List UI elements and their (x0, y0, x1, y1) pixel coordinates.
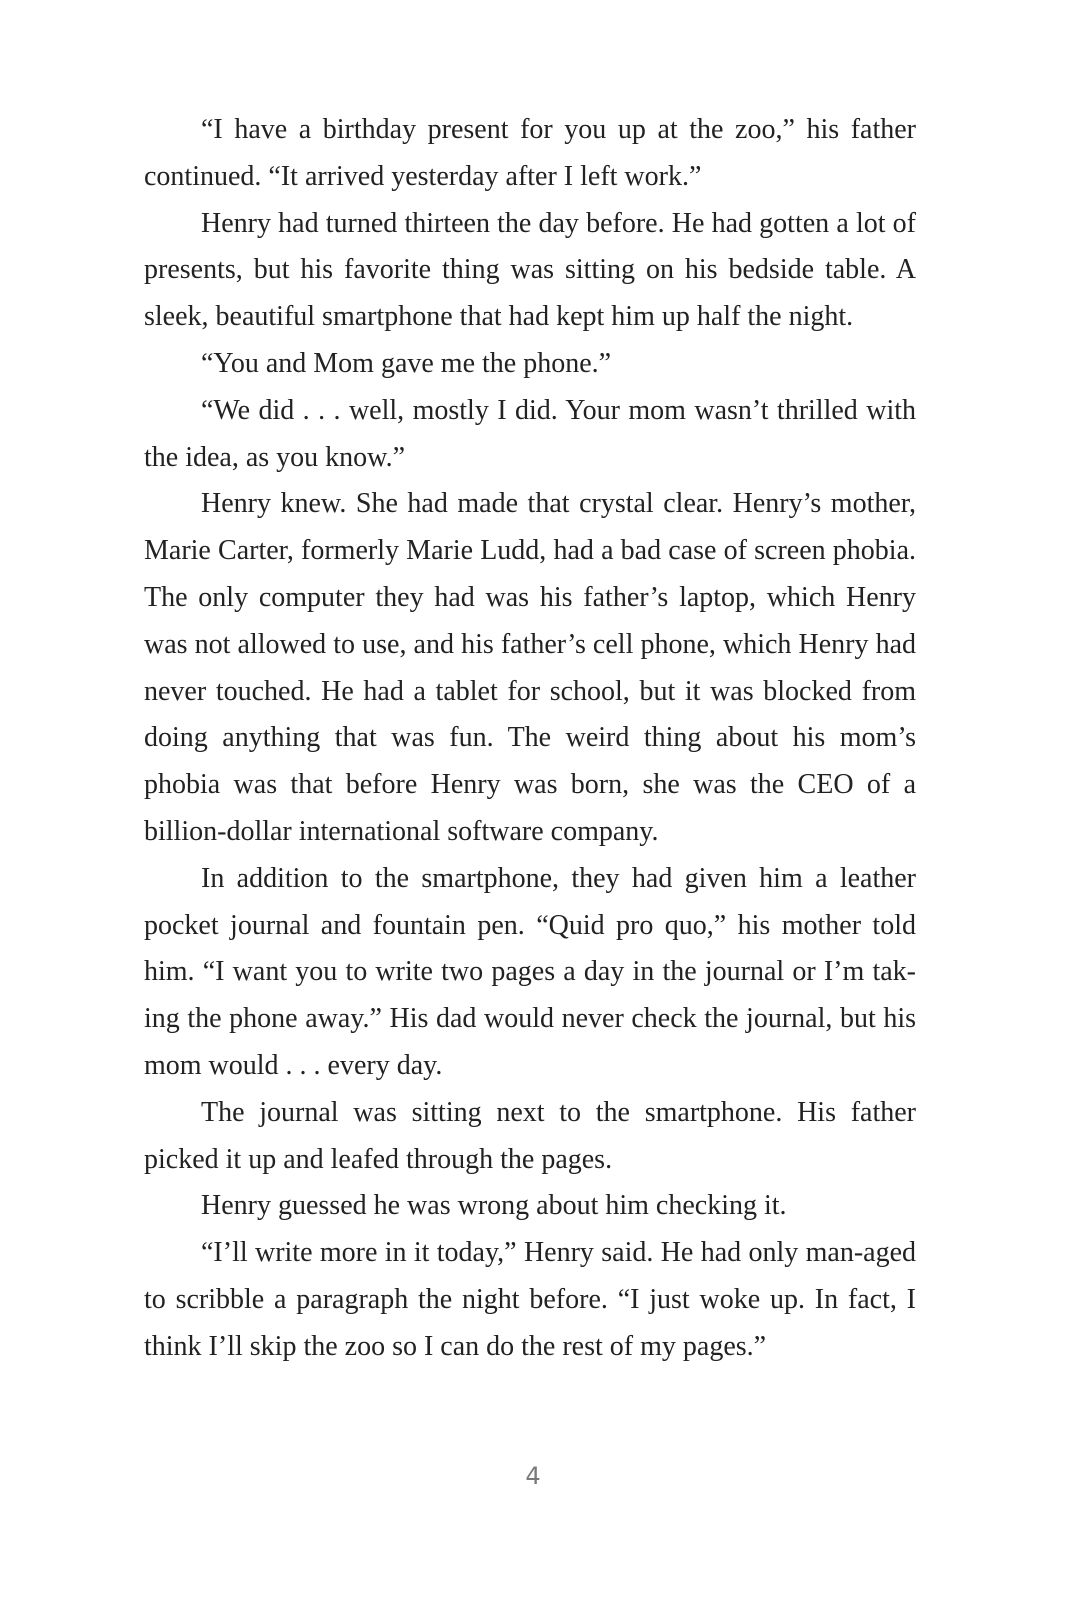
paragraph: “I have a birthday present for you up at the zoo,” his father continued. “It arrived yesterday after I left work.” (144, 114, 916, 192)
paragraph: In addition to the smartphone, they had given him a leather pocket journal and fountain pen. “Quid pro quo,” his mother told him. “I want you to write two pages a day in the journal or I’m tak-ing the phone away.” His dad would never check the journal, but his mom would . . . every day. (144, 862, 916, 1081)
paragraph: Henry guessed he was wrong about him checking it. (201, 1190, 787, 1222)
paragraph: Henry knew. She had made that crystal clear. Henry’s mother, Marie Carter, formerly Marie Ludd, had a bad case of screen phobia. The only computer they had was his father’s laptop, which Henry was not allowed to use, and his father’s cell phone, which Henry had never touched. He had a tablet for school, but it was blocked from doing anything that was fun. The weird thing about his mom’s phobia was that before Henry was born, she was the CEO of a billion-dollar international software company. (144, 488, 916, 847)
paragraph: The journal was sitting next to the smartphone. His father picked it up and leafed through the pages. (144, 1096, 916, 1175)
paragraph: “You and Mom gave me the phone.” (201, 347, 612, 379)
page-number: 4 (525, 1462, 542, 1490)
paragraph: Henry had turned thirteen the day before. He had gotten a lot of presents, but his favorite thing was sitting on his bedside table. A sleek, beautiful smartphone that had kept him up half the night. (144, 207, 916, 333)
body-text (144, 107, 916, 1371)
paragraph: “We did . . . well, mostly I did. Your mom wasn’t thrilled with the idea, as you know.” (144, 394, 916, 473)
paragraph: “I’ll write more in it today,” Henry said. He had only man-aged to scribble a paragraph the night before. “I just woke up. In fact, I think I’ll skip the zoo so I can do the rest of my pages.” (144, 1237, 916, 1362)
